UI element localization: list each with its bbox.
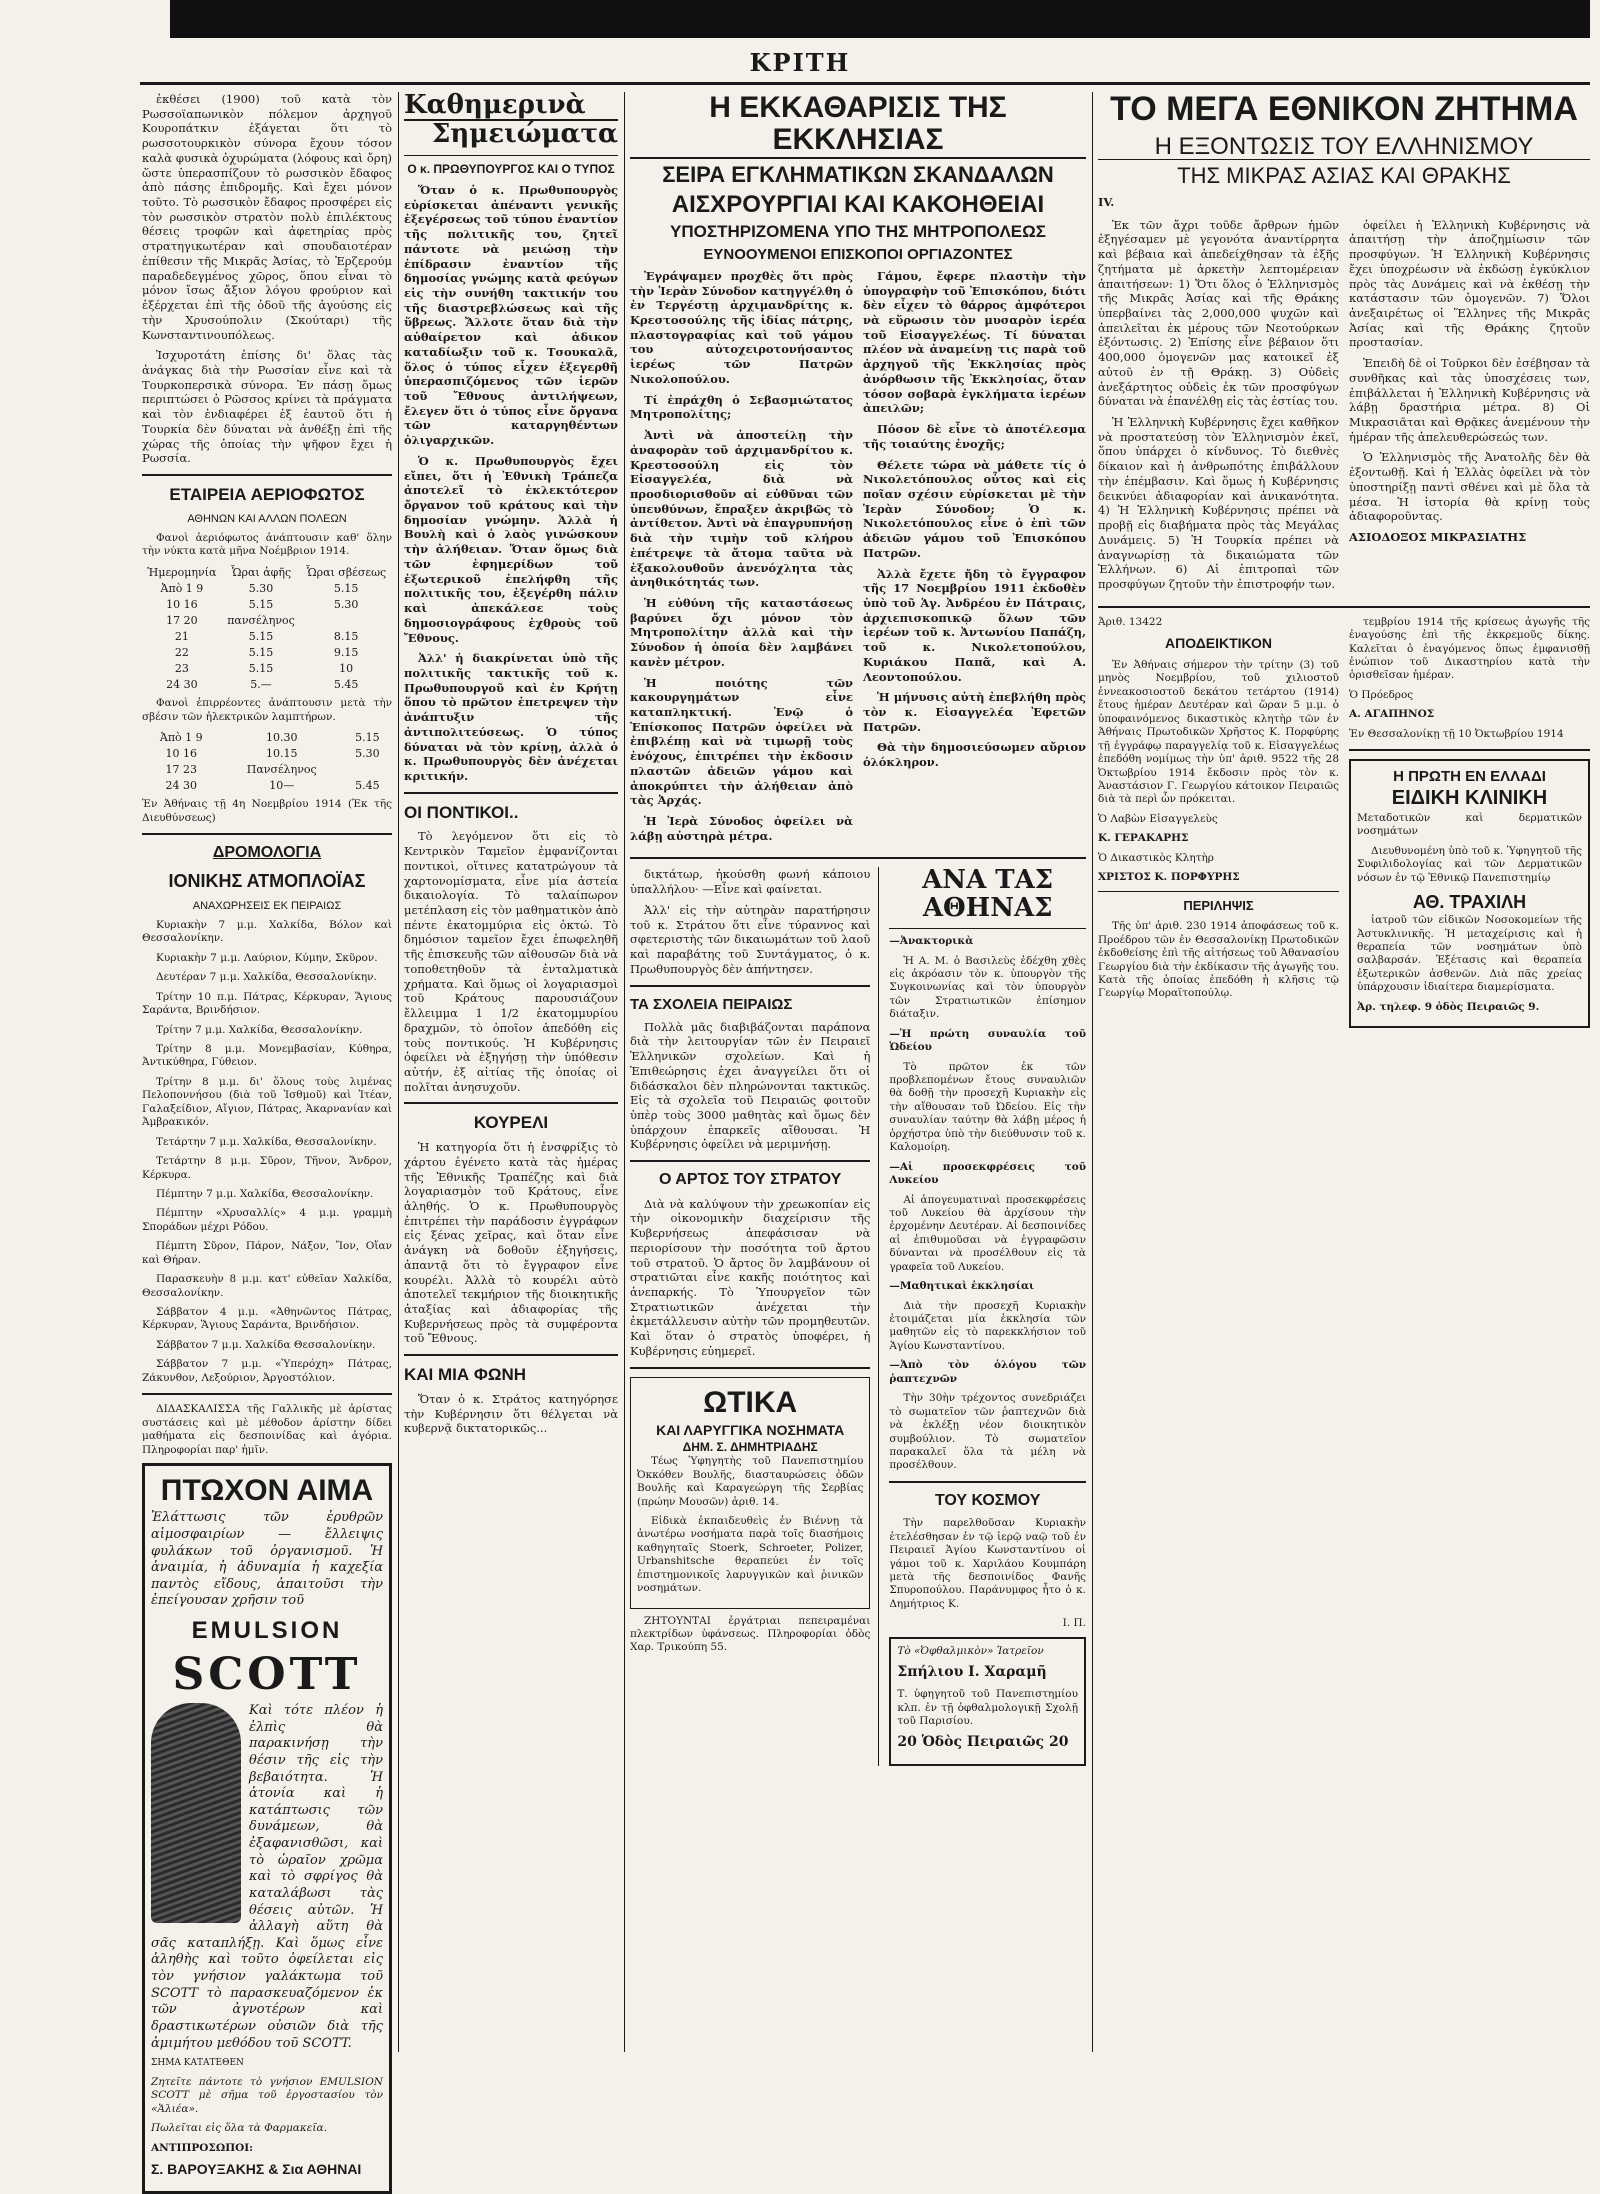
route-item: Τρίτην 8 μ.μ. Μονεμβασίαν, Κύθηρα, Ἀντικύθηρα, Γύθειον. — [142, 1043, 392, 1069]
news-text: Τὸ πρῶτον ἐκ τῶν προβλεπομένων ἔτους συναυλιῶν θὰ δοθῇ τὴν προσεχῆ Κυριακὴν εἰς τὴν αἴθουσαν τοῦ Ὠδείου. Εἰς τὴν συναυλίαν ταύτην θὰ λάβῃ μέρος ἡ ὀρχήστρα ὑπὸ τὴν διεύθυνσιν τοῦ κ. Καλομοίρη. — [889, 1060, 1086, 1154]
article-text: Διὰ νὰ καλύψουν τὴν χρεωκοπίαν εἰς τὴν οἰκονομικὴν διαχείρισιν τῆς Κυβερνήσεως ἀπεφάσισαν νὰ περιορίσουν τὴν ποσότητα τοῦ ἄρτου τοῦ στρατοῦ. Ὁ ἄρτος ὃν λαμβάνουν οἱ στρατιῶται εἶνε κακῆς ποιότητος καὶ ἀνεπαρκής. Τὸ Ὑπουργεῖον τῶν Στρατιωτικῶν ἀνέχεται τὴν ἐκμετάλλευσιν αὐτὴν τῶν προμηθευτῶν. Καὶ ὅταν ὁ στρατὸς ὑποφέρει, ἡ Κυβέρνησις εὐημερεῖ. — [630, 1196, 871, 1358]
news-signature: Ι. Π. — [1062, 1617, 1086, 1630]
news-heading: —Ἡ πρώτη συναυλία τοῦ Ὠδείου — [889, 1027, 1086, 1054]
notice-text: Φανοὶ ἀεριόφωτος ἀνάπτουσιν καθ' ὅλην τὴν νύκτα κατὰ μῆνα Νοέμβριον 1914. — [142, 531, 392, 558]
ad-text: Τὸ «Ὀφθαλμικὸν» Ἰατρεῖον — [897, 1644, 1044, 1657]
notice-text: τεμβρίου 1914 τῆς κρίσεως ἀγωγῆς τῆς ἐναγούσης ἐπὶ τῆς ἐκκρεμοῦς δίκης. Καλεῖται ὁ ἐναγόμενος ὅπως ἐμφανισθῇ ἐνώπιον τοῦ Δικαστηρίου κατὰ τὴν ὁρισθεῖσαν ἡμέραν. — [1349, 615, 1590, 682]
route-item: Πέμπτη Σῦρον, Πάρον, Νάξον, Ἴον, Οἴαν καὶ Θήραν. — [142, 1240, 392, 1266]
ad-address: 20 Ὁδὸς Πειραιῶς 20 — [897, 1734, 1069, 1751]
ad-subtitle: Μεταδοτικῶν καὶ δερματικῶν νοσημάτων — [1357, 811, 1582, 838]
article-text: Ἡ κατηγορία ὅτι ἡ ἐνσφρίξις τὸ χάρτου ἐγένετο κατὰ τὰς ἡμέρας τῆς Ἐθνικῆς Τραπέζης καὶ διὰ λογαριασμὸν τοῦ Κράτους, εἶνε ἀληθής. Ὁ κ. Πρωθυπουργὸς ἐπιτρέπει τὴν παράδοσιν ἐγγράφων εἰς ξένας χεῖρας, καὶ ὅταν εἶνε ἀνάγκη νὰ δοθοῦν ἐξηγήσεις, ἀπαντᾷ ὅτι τὸ ἔγγραφον εἶνε κουρέλι. Ἀλλὰ τὸ κουρέλι αὐτὸ ἀποτελεῖ τεκμήριον τῆς διοικητικῆς ἀταξίας καὶ ἀδιαφορίας τῆς Κυβερνήσεως πρὸς τὰ συμφέροντα τοῦ Ἔθνους. — [404, 1140, 618, 1346]
doctor-name: ΔΗΜ. Σ. ΔΗΜΗΤΡΙΑΔΗΣ — [682, 1439, 818, 1454]
article-text: Θὰ τὴν δημοσιεύσωμεν αὔριον ὁλόκληρον. — [863, 740, 1086, 770]
headline-sub: ΥΠΟΣΤΗΡΙΖΟΜΕΝΑ ΥΠΟ ΤΗΣ ΜΗΤΡΟΠΟΛΕΩΣ — [670, 222, 1046, 242]
newspaper-masthead: ΚΡΙΤΗ — [749, 48, 851, 77]
article-heading: ΚΟΥΡΕΛΙ — [473, 1113, 549, 1133]
route-item: Σάββατον 4 μ.μ. «Ἀθηνῶντος Πάτρας, Κέρκυραν, Ἅγιους Σαράντα, Βρινδήσιον. — [142, 1306, 392, 1332]
table-row: 23 5.15 10 — [174, 662, 354, 676]
ad-subtitle: ΚΑΙ ΛΑΡΥΓΓΙΚΑ ΝΟΣΗΜΑΤΑ — [656, 1421, 845, 1438]
article-text: Πόσον δὲ εἶνε τὸ ἀποτέλεσμα τῆς τοιαύτης ἐνοχῆς; — [863, 422, 1086, 451]
news-text: Ἡ Α. Μ. ὁ Βασιλεὺς ἐδέχθη χθὲς εἰς ἀκρόασιν τὸν κ. ὑπουργὸν τῆς Συγκοινωνίας καὶ τὸν ὑπουργὸν τῶν Στρατιωτικῶν ἐπίσημον διάταξιν. — [889, 954, 1086, 1021]
headline: Η ΕΚΚΑΘΑΡΙΣΙΣ ΤΗΣ ΕΚΚΛΗΣΙΑΣ — [630, 92, 1086, 159]
ad-text: Ζητεῖτε πάντοτε τὸ γνήσιον EMULSION SCOTT μὲ σῆμα τοῦ ἐργοστασίου τὸν «Ἁλιέα». — [151, 2075, 383, 2115]
table-row: 10 16 5.15 5.30 — [166, 597, 359, 611]
section-subheading: ΑΝΑΧΩΡΗΣΕΙΣ ΕΚ ΠΕΙΡΑΙΩΣ — [192, 899, 342, 912]
article-text: Ἀντὶ νὰ ἀποστείλῃ τὴν ἀναφορὰν τοῦ ἀρχιμανδρίτου κ. Κρεστοσούλη εἰς τὸν Εἰσαγγελέα, διὰ νὰ προσδιορισθοῦν αἱ εὐθῦναι τῶν ὑπευθύνων, ἔπραξεν ἀκριβῶς τὸ ἀντίθετον. Ἀντὶ νὰ ἐπαγρυπνήσῃ διὰ τὴν τιμὴν τοῦ κλήρου ἐπέτρεψε τὰ ἄτομα ταῦτα νὰ ἐξακολουθοῦν ἀνενόχλητα τὰς ἀνηθικότητάς των. — [630, 428, 853, 590]
column-3 — [630, 92, 1086, 2052]
article-text: Τί ἐπράχθη ὁ Σεβασμιώτατος Μητροπολίτης; — [630, 392, 853, 422]
notice-title: ΠΕΡΙΛΗΨΙΣ — [1183, 897, 1254, 913]
route-item: Πέμπτην «Χρυσαλλίς» 4 μ.μ. γραμμὴ Σποράδων μέχρι Ρόδου. — [142, 1207, 392, 1233]
route-item: Τρίτην 8 μ.μ. δι' ὅλους τοὺς λιμένας Πελοποννήσου (διὰ τοῦ Ἰσθμοῦ) καὶ Ἰτέαν, Γαλαξείδιον, Αἴγιον, Πάτρας, Ἀκαρνανίαν καὶ Ἀμβρακικόν. — [142, 1075, 392, 1129]
table-row: Ἀπὸ 1 9 10.30 5.15 — [159, 731, 380, 745]
gas-timetable-2 — [142, 730, 392, 794]
notice-text: Φανοὶ ἐπιρρέοντες ἀνάπτουσιν μετὰ τὴν σβέσιν τῶν ἠλεκτρικῶν λαμπτήρων. — [142, 697, 392, 723]
notice-text: Τῆς ὑπ' ἀριθ. 230 1914 ἀποφάσεως τοῦ κ. Προέδρου τῶν ἐν Θεσσαλονίκῃ Πρωτοδικῶν ἐκδοθείσης ἐπὶ τῆς αἰτήσεως τοῦ Ἀθανασίου Γεωργίου διὰ τὴν ἐκδίκασιν τῆς ἀγωγῆς του. Κατὰ τῆς ὁποίας ἐπεδόθη ἡ κλῆσις τῷ Γεωργίῳ Μοραϊτοπούλῳ. — [1098, 920, 1339, 1000]
article-text: Ὁ Ἑλληνισμὸς τῆς Ἀνατολῆς δὲν θὰ ἐξοντωθῇ. Καὶ ἡ Ἑλλὰς ὀφείλει νὰ τὸν ὑποστηρίξῃ παντὶ σθένει καὶ μὲ ὅλα τὰ μέσα. Ἡ ἱστορία θὰ κρίνῃ τοὺς ἀδιαφοροῦντας. — [1349, 450, 1590, 524]
doctor-name: Σπήλιου Ι. Χαραμῆ — [897, 1664, 1047, 1681]
article-heading: Ο κ. ΠΡΩΘΥΠΟΥΡΓΟΣ ΚΑΙ Ο ΤΥΠΟΣ — [407, 161, 615, 176]
doctor-name: ΑΘ. ΤΡΑΧΙΛΗ — [1412, 892, 1527, 913]
notice-signature: ΧΡΙΣΤΟΣ Κ. ΠΟΡΦΥΡΗΣ — [1098, 871, 1240, 884]
route-item: Τετάρτην 8 μ.μ. Σῦρον, Τῆνον, Ἄνδρον, Κέρκυρα. — [142, 1155, 392, 1181]
column-5 — [1098, 92, 1590, 2052]
table-row: 21 5.15 8.15 — [174, 629, 359, 643]
ad-text: Πωλεῖται εἰς ὅλα τὰ Φαρμακεῖα. — [151, 2122, 327, 2135]
ad-text: Τέως Ὑφηγητὴς τοῦ Πανεπιστημίου Ὀκκόθεν Βουλῆς, διασταυρώσεις ὁδῶν Βουλῆς καὶ Καραγεώργη τῆς Σερβίας (πρώην Μουσῶν) ἀριθ. 14. — [637, 1455, 864, 1508]
eye-clinic-ad — [889, 1637, 1086, 1767]
column-separator — [624, 92, 625, 2052]
notice-signature: Α. ΑΓΑΠΗΝΟΣ — [1349, 708, 1435, 721]
section-heading: ΤΟΥ ΚΟΣΜΟΥ — [934, 1491, 1041, 1509]
gas-timetable — [142, 565, 392, 694]
section-heading: ΕΤΑΙΡΕΙΑ ΑΕΡΙΟΦΩΤΟΣ — [169, 484, 365, 504]
article-heading: ΟΙ ΠΟΝΤΙΚΟΙ.. — [404, 802, 519, 822]
news-heading: —Μαθητικαὶ ἐκκλησίαι — [889, 1280, 1035, 1293]
route-item: Τρίτην 10 π.μ. Πάτρας, Κέρκυραν, Ἅγιους Σαράντα, Βρινδήσιον. — [142, 990, 392, 1017]
masthead-rule — [140, 82, 1590, 85]
article-text: Ἀλλ' εἰς τὴν αὐτηρὰν παρατήρησιν τοῦ κ. Στράτου ὅτι εἶνε τύραννος καὶ σφετεριστὴς τῶν δικαιωμάτων τοῦ λαοῦ καὶ παραβάτης τοῦ Συντάγματος, ὁ κ. Πρωθυπουργὸς δὲν ἀπήντησεν. — [630, 902, 871, 976]
article-text: Ἐγράψαμεν προχθὲς ὅτι πρὸς τὴν Ἱερὰν Σύνοδον κατηγγέλθη ὁ ἐν Τεργέστῃ ἀρχιμανδρίτης κ. Κρεστοσούλης τῆς ἰδίας πάτρης, πλαστογραφίας καὶ τοῦ γάμου του αὐτοχειροτονήσαντος ἱερέως τῶν Πατρῶν Νικολοπούλου. — [630, 268, 853, 386]
ad-company: Σ. ΒΑΡΟΥΞΑΚΗΣ & Σια ΑΘΗΝΑΙ — [151, 2160, 362, 2177]
notice-signature: Ὁ Δικαστικὸς Κλητὴρ — [1098, 851, 1214, 864]
news-heading: —Αἱ προσεκφρέσεις τοῦ Λυκείου — [889, 1160, 1086, 1187]
classified-ad: ΔΙΔΑΣΚΑΛΙΣΣΑ τῆς Γαλλικῆς μὲ ἀρίστας συστάσεις καὶ μὲ μέθοδον ἀρίστην δίδει μαθήματα εἰς δεσποινίδας καὶ ἀγόρια. Πληροφορίαι παρ' ἡμῖν. — [142, 1403, 392, 1456]
ad-title: ΕΙΔΙΚΗ ΚΛΙΝΙΚΗ — [1391, 787, 1548, 810]
ad-title: Η ΠΡΩΤΗ ΕΝ ΕΛΛΑΔΙ — [1393, 768, 1546, 786]
route-item: Δευτέραν 7 μ.μ. Χαλκίδα, Θεσσαλονίκην. — [156, 971, 377, 984]
route-item: Τετάρτην 7 μ.μ. Χαλκίδα, Θεσσαλονίκην. — [156, 1135, 377, 1148]
article-text: Ὅταν ὁ κ. Πρωθυπουργὸς εὑρίσκεται ἀπέναντι γενικῆς ἐξεγέρσεως τοῦ τύπου ἐναντίον τῆς πολιτικῆς του, ζητεῖ πάντοτε νὰ μειώσῃ τὴν ἐπίδρασιν ἐναντίον τῆς δημοσίας γνώμης κατὰ φεύγων εἰς τὴν συνήθη τακτικήν του τῆς διαστρεβλώσεως καὶ τῆς ὕβρεως. Ἄλλοτε ὅταν διὰ τὴν αὐθαίρετον καὶ ἀδικον καταδίωξιν τοῦ κ. Τσουκαλᾶ, ὅλος ὁ τύπος εἶχεν ἐξεγερθῆ ὑπερασπιζόμενος τῶν ἱερῶν τοῦ Ἔθνους ἀντιλήψεων, ἔλεγεν ὅτι ὁ τύπος εἶνε ὄργανα τῶν καταργηθέντων ὀλιγαρχικῶν. — [404, 182, 618, 448]
ad-text: ΑΝΤΙΠΡΟΣΩΠΟΙ: — [151, 2141, 254, 2154]
article-text: Γάμου, ἔφερε πλαστὴν τὴν ὑπογραφὴν τοῦ Ἐπισκόπου, διότι δὲν εἶχεν τὸ θάρρος ἀμφότεροι νὰ εὕρωσιν τὸν μυσαρὸν ἱερέα τοῦ Εἰσαγγελέως. Τί δύναται πλέον νὰ ἀναμείνῃ τις παρὰ τοῦ ἀρχηγοῦ τῆς Ἐκκλησίας πρὸς ἀνόρθωσιν τῆς Ἐκκλησίας, ὅταν τόσον σοβαρὰ ἐγκλήματα ἱερέων ἀπειλῶν; — [863, 268, 1086, 416]
table-row: 17 23 Πανσέληνος — [165, 763, 317, 777]
column-separator — [398, 92, 399, 2052]
notice-signature: Ὁ Πρόεδρος — [1349, 688, 1414, 701]
notice-text: Ἐν Ἀθήναις σήμερον τὴν τρίτην (3) τοῦ μηνὸς Νοεμβρίου, τοῦ χιλιοστοῦ ἐννεακοσιοστοῦ δεκάτου τετάρτου (1914) ἔτους ἡμέραν Δευτέραν καὶ ὥραν 5 μ.μ. ὁ ὑποφαινόμενος δικαστικὸς κλητὴρ τῶν ἐν Ἀθήναις Πρωτοδικῶν Χρῆστος Κ. Πορφύρης τῇ ἐγγράφῳ παραγγελίᾳ τοῦ κ. Εἰσαγγελέως ἐπεδόθη νομίμως τὴν ὑπ' ἀριθ. 9522 τῆς 28 Ὀκτωβρίου 1914 ἔκδοσιν πρὸς τὸν κ. Ἀναστάσιον Γ. Γεωργίου κάτοικον Πειραιῶς διὰ τὰ περὶ ὧν πρόκειται. — [1098, 659, 1339, 806]
notice-number: Ἀριθ. 13422 — [1098, 615, 1163, 628]
classified-ad: ΖΗΤΟΥΝΤΑΙ ἐργάτριαι πεπειραμέναι πλεκτρίδων ὑφάνσεως. Πληροφορίαι ὁδὸς Χαρ. Τρικούπη 55. — [630, 1614, 871, 1654]
top-black-bar — [170, 0, 1590, 38]
article-text: Ἰσχυροτάτη ἐπίσης δι' ὅλας τὰς ἀνάγκας διὰ τὴν Ρωσσίαν εἶνε καὶ τὰ Τουρκοπερσικὰ σύνορα. Ἐν πάσῃ ὅμως περιπτώσει ὁ Ρῶσσος κρίνει τὰ πράγματα καὶ τὸν ἐνδιαφέρει ἐξ ἑαυτοῦ ὅτι ἡ Τουρκία δὲν δύναται νὰ ἀνθέξῃ ἐπὶ τῆς χώρας τῆς ὁποίας τὴν ψῆφον ἔχει ἡ Ρωσσία. — [142, 348, 392, 466]
article-text: Ἡ ποιότης τῶν κακουργημάτων εἶνε καταπληκτική. Ἐνῷ ὁ Ἐπίσκοπος Πατρῶν ὀφείλει νὰ ἐπιβλέπῃ καὶ νὰ τιμωρῇ τοὺς ἐνόχους, ἐπιτρέπει τὴν ἐκδοσιν πλαστῶν ἀδειῶν γάμου καὶ ἀποκρύπτει τὴν ἀλήθειαν ἀπὸ τὰς Ἀρχάς. — [630, 675, 853, 808]
notice-signature: Κ. ΓΕΡΑΚΑΡΗΣ — [1098, 832, 1189, 845]
article-text: Ἀλλὰ ἔχετε ἤδη τὸ ἔγγραφον τῆς 17 Νοεμβρίου 1911 ἐκδοθὲν ὑπὸ τοῦ Ἁγ. Ἀνδρέου ἐν Πάτραις, ἀρχιεπισκοπικῷ ὅλων τῶν ἱερέων τοῦ κ. Ἀντωνίου Παπάζη, τοῦ κ. Νικολετοπούλου, Κυριάκου Παπᾶ, καὶ Α. Λεοντοπούλου. — [863, 566, 1086, 684]
article-text: δικτάτωρ, ἠκούσθη φωνή κάποιου ὑπαλλήλου· —Εἶνε καὶ φαίνεται. — [630, 867, 871, 897]
news-text: Τὴν παρελθοῦσαν Κυριακὴν ἐτελέσθησαν ἐν τῷ ἱερῷ ναῷ τοῦ ἐν Πειραιεῖ Ἁγίου Κωνσταντίνου οἱ γάμοι τοῦ κ. Χαριλάου Κουμπάρη μετὰ τῆς δεσποινίδος Φανῆς Σπυροπούλου. Παράνυμφος ἦτο ὁ κ. Δημήτριος Κ. — [889, 1517, 1086, 1610]
article-text: Τὸ λεγόμενον ὅτι εἰς τὸ Κεντρικὸν Ταμεῖον ἐμφανίζονται ποντικοὶ, οἵτινες κατατρώγουν τὰ χαρτονομίσματα, εἶνε μία ἀστεία δικαιολογία. Τὸ ταλαίπωρον μετέπλαση εἰς τὸν μαθηματικὸν ἀπὸ πέντε ἑκατομμύρια εἰς ὀκτώ. Τὸ δημόσιον ταμεῖον ἔχει ἐπωφεληθῆ τῆς ἐπισκευῆς τῶν αἰθουσῶν διὰ νὰ τοποθετηθοῦν τὰ ἐνταλματικὰ χρήματα. Καὶ ὅμως οἱ λογαριασμοὶ τοῦ Κράτους παρουσιάζουν ἔλλειμμα 1 1/2 ἑκατομμυρίου δραχμῶν, τὸ ὁποῖον ἀπεδόθη εἰς τοὺς ποντικούς. Ἡ Κυβέρνησις ὀφείλει νὰ ἐξηγήσῃ τὴν ὑπόθεσιν αὐτήν, ἐξ αἰτίας τῆς ὁποίας οἱ πολῖται ἀνησυχοῦν. — [404, 829, 618, 1094]
headline-sub: ΕΥΝΟΟΥΜΕΝΟΙ ΕΠΙΣΚΟΠΟΙ ΟΡΓΙΑΖΟΝΤΕΣ — [703, 246, 1013, 264]
route-item: Κυριακὴν 7 μ.μ. Χαλκίδα, Βόλον καὶ Θεσσαλονίκην. — [142, 918, 392, 945]
news-text: Διὰ τὴν προσεχῆ Κυριακὴν ἐτοιμάζεται μία ἐκκλησία τῶν μαθητῶν εἰς τὸ παρεκκλήσιον τοῦ Ἁγίου Κωνσταντίνου. — [889, 1299, 1086, 1352]
article-text: Θέλετε τώρα νὰ μάθετε τίς ὁ Νικολετόπουλος οὗτος καὶ εἰς ποῖαν σχέσιν εὑρίσκεται μὲ τὴν Ἱερὰν Σύνοδον; Ὁ κ. Νικολετόπουλος εἶνε ὁ ἐπὶ τῶν ἀδειῶν γάμου τοῦ Ἐπισκόπου Πατρῶν. — [863, 457, 1086, 560]
table-row: Ἀπὸ 1 9 5.30 5.15 — [160, 581, 359, 595]
article-text: ἐκθέσει (1900) τοῦ κατὰ τὸν Ρωσσοϊαπωνικὸν πόλεμον ἀρχηγοῦ Κουροπάτκιν ἐξάγεται ὅτι τὸ ρωσσοτουρκικὸν σύνορα ἔχουν τόσον καλὰ φυσικὰ ὀχυρώματα (λόφους καὶ ὄρη) ὥστε ὑπερασπίζουν τὸ ρωσσικὸν ἔδαφος ἀπὸ πάσης ἐπιδρομῆς. Καὶ ἔχει μόνον τοῦτο. Τὸ ρωσσικὸν ἔδαφος προσφέρει εἰς τὸν ρωσσικὸν στρατὸν πολὺ ἐπιλέκτους θέσεις τροφῶν καὶ ἀφετηρίας πρὸς στρατηγικωτέραν καὶ σπουδαιοτέραν ἐπίθεσιν τῆς Μικρᾶς Ἀσίας, τὸ Ἐρζερούμ παραδεδεγμένος χῶρος, ὅπου εἶναι τὸ μόνον ἴσως ἄξιον λόγου φρούριον καὶ ἐξέρχεται ἐπὶ τῆς ὁδοῦ τῆς ἀγούσης εἰς τὴν Χρυσούπολιν (Σκούταρι) τῆς Κωνσταντινουπόλεως. — [142, 92, 392, 342]
route-item: Τρίτην 7 μ.μ. Χαλκίδα, Θεσσαλονίκην. — [156, 1023, 363, 1036]
column-2 — [404, 92, 618, 2052]
article-text: Πολλὰ μᾶς διαβιβάζονται παράπονα διὰ τὴν λειτουργίαν τῶν ἐν Πειραιεῖ Ἑλληνικῶν σχολείων. Καὶ ἡ Ἐπιθεώρησις ἐχει ἀναγγείλει ὅτι οἱ διδάσκαλοι δὲν πληρώνονται τακτικῶς. Εἰς τὰ σχολεῖα τοῦ Πειραιῶς φοιτοῦν ὑπὲρ τοὺς 3000 μαθητὰς καὶ ὅμως δὲν ὑπάρχουν ἐπαρκεῖς αἴθουσαι. Ἡ Κυβέρνησις ὀφείλει νὰ μεριμνήσῃ. — [630, 1019, 871, 1152]
news-text: Αἱ ἀπογευματιναὶ προσεκφρέσεις τοῦ Λυκείου θὰ ἀρχίσουν τὴν ἐρχομένην Δευτέραν. Αἱ δεσποινίδες αἱ ἐπιθυμοῦσαι νὰ ἐγγραφῶσιν δύνανται νὰ προσέλθουν εἰς τὰ γραφεῖα τοῦ Λυκείου. — [889, 1193, 1086, 1273]
column-title: Σημειώματα — [432, 119, 618, 150]
table-header: Ὧραι σβέσεως — [305, 565, 387, 579]
headline: ΤΟ ΜΕΓΑ ΕΘΝΙΚΟΝ ΖΗΤΗΜΑ — [1110, 90, 1578, 128]
article-text: Ἡ μήνυσις αὐτὴ ἐπεβλήθη πρὸς τὸν κ. Εἰσαγγελέα Ἐφετῶν Πατρῶν. — [863, 690, 1086, 734]
route-item: Παρασκευὴν 8 μ.μ. κατ' εὐθεῖαν Χαλκίδα, Θεσσαλονίκην. — [142, 1273, 392, 1299]
ent-doctor-ad — [630, 1377, 870, 1609]
article-text: Ἡ Ἑλληνικὴ Κυβέρνησις ἔχει καθῆκον νὰ προστατεύσῃ τὸν Ἑλληνισμὸν ἐκεῖ, ὅπου ὑπάρχει ὁ κίνδυνος. Τὸ διεθνὲς δίκαιον καὶ ἡ ἀνθρωπότης ἐπιβάλλουν τὴν ἐπέμβασιν. Καὶ ὅμως ἡ Κυβέρνησις δεικνύει ἀδιαφορίαν καὶ ἀνικανότητα. 4) Ἡ Ἑλληνικὴ Κυβέρνησις πρέπει νὰ προβῇ εἰς διαβήματα πρὸς τὰς Μεγάλας Δυνάμεις. 5) Ἡ Τουρκία πρέπει νὰ ἀναγνωρίσῃ τὰ δικαιώματα τῶν Ἑλλήνων. 6) Αἱ ἐπιτροπαὶ τῶν προσφύγων ζητοῦν τὴν ἐπιστροφήν των. — [1098, 415, 1339, 591]
article-text: ὀφείλει ἡ Ἑλληνικὴ Κυβέρνησις νὰ ἀπαιτήσῃ τὴν ἀποζημίωσιν τῶν προσφύγων. Ἡ Ἑλληνικὴ Κυβέρνησις ἔχει ὑποχρέωσιν νὰ ἐκδώσῃ ἐγκύκλιον πρὸς τὰς Δυνάμεις καὶ νὰ ἐκθέσῃ τὴν κατάστασιν τῶν ὁμογενῶν. 7) Ὅλοι ἀνεξαιρέτως οἱ Ἕλληνες τῆς Μικρᾶς Ἀσίας καὶ τῆς Θράκης ζητοῦν προστασίαν. — [1349, 217, 1590, 350]
route-item: Κυριακὴν 7 μ.μ. Λαύριον, Κύμην, Σκῦρον. — [156, 951, 378, 964]
section-heading: ΔΡΟΜΟΛΟΓΙΑ — [212, 844, 322, 862]
notice-title: ΑΠΟΔΕΙΚΤΙΚΟΝ — [1164, 635, 1273, 652]
table-header: Ὧραι ἀφῆς — [230, 565, 292, 579]
headline-sub: ΣΕΙΡΑ ΕΓΚΛΗΜΑΤΙΚΩΝ ΣΚΑΝΔΑΛΩΝ — [662, 162, 1054, 187]
article-text: Ὅταν ὁ κ. Στράτος κατηγόρησε τὴν Κυβέρνησιν ὅτι θέλγεται νὰ κυβερνᾷ δικτατορικῶς... — [404, 1391, 618, 1436]
article-text: Ἐκ τῶν ἄχρι τοῦδε ἄρθρων ἡμῶν ἐξηγέσαμεν μὲ γεγονότα ἀναντίρρητα καὶ βέβαια καὶ ἀπεδείχθησαν τὰ ἑξῆς ζητήματα μὲ ἀρκετὴν λεπτομέρειαν ἀπαιτήσεων: 1) Ὅτι ὅλος ὁ Ἑλληνισμὸς τῆς Μικρᾶς Ἀσίας καὶ τῆς Θράκης ὑπερβαίνει τὰς 2,000,000 ψυχῶν καὶ ἀπειλεῖται ἐκ μέρους τῶν Νεοτούρκων ἐξόντωσις. 2) Ἐπίσης εἶνε βέβαιον ὅτι 400,000 ὁμογενῶν μας κατοικεῖ ἐξ αὐτοῦ ἐν τῇ Θράκῃ. 3) Οὐδεὶς ἀνεξάρτητος οὐδεὶς ἐκ τῶν προσφύγων δύναται νὰ ἐπανέλθῃ εἰς τὰς ἑστίας του. — [1098, 217, 1339, 409]
article-part: IV. — [1098, 194, 1115, 209]
ad-text: Διευθυνομένη ὑπὸ τοῦ κ. Ὑφηγητοῦ τῆς Συφιλιδολογίας καὶ τῶν Δερματικῶν νόσων ἐν τῷ Ἐθνικῷ Πανεπιστημίῳ — [1357, 844, 1582, 884]
notice-signature: Ἐν Ἀθήναις τῇ 4η Νοεμβρίου 1914 (Ἐκ τῆς Διευθύνσεως) — [142, 798, 392, 824]
headline-sub: ΑΙΣΧΡΟΥΡΓΙΑΙ ΚΑΙ ΚΑΚΟΗΘΕΙΑΙ — [671, 191, 1045, 219]
clinic-ad — [1349, 759, 1590, 1028]
notice-signature: Ὁ Λαβὼν Εἰσαγγελεὺς — [1098, 812, 1218, 825]
article-text: Ἡ εὐθύνη τῆς καταστάσεως βαρύνει ὄχι μόνον τὸν Μητροπολίτην ἀλλὰ καὶ τὴν Σύνοδον ἡ ὁποία δὲν λαμβάνει κανὲν μέτρον. — [630, 595, 853, 669]
article-text: Ἐπειδὴ δὲ οἱ Τοῦρκοι δὲν ἐσέβησαν τὰ συνθῆκας καὶ τὰς ὑποσχέσεις των, ἐπιβάλλεται ἡ Ἑλληνικὴ Κυβέρνησις νὰ λάβῃ δραστήρια μέτρα. 8) Οἱ Μικρασιᾶται καὶ Θρᾷκες ἀνεμένουν τὴν ἡμέραν τῆς ἀπελευθερώσεώς των. — [1349, 356, 1590, 444]
ad-title: ΩΤΙΚΑ — [703, 1385, 798, 1419]
ad-address: Ἀρ. τηλεφ. 9 ὁδὸς Πειραιῶς 9. — [1357, 1000, 1540, 1013]
table-row: 10 16 10.15 5.30 — [165, 747, 380, 761]
news-heading: —Ἀνακτορικὰ — [889, 935, 974, 948]
article-heading: ΤΑ ΣΧΟΛΕΙΑ ΠΕΙΡΑΙΩΣ — [630, 995, 793, 1013]
article-heading: Ο ΑΡΤΟΣ ΤΟΥ ΣΤΡΑΤΟΥ — [659, 1171, 842, 1189]
ad-brand: EMULSION — [191, 1617, 343, 1645]
article-signature: ΑΣΙΟΔΟΞΟΣ ΜΙΚΡΑΣΙΑΤΗΣ — [1349, 530, 1527, 545]
ad-title: ΠΤΩΧΟΝ ΑΙΜΑ — [160, 1473, 374, 1507]
column-1 — [142, 92, 392, 2177]
column-separator — [1092, 92, 1093, 2052]
headline-sub: Η ΕΞΟΝΤΩΣΙΣ ΤΟΥ ΕΛΛΗΝΙΣΜΟΥ — [1098, 134, 1590, 160]
fisherman-illustration — [151, 1703, 241, 1923]
ad-caption: ΣΗΜΑ ΚΑΤΑΤΕΘΕΝ — [151, 2058, 244, 2069]
route-item: Σάββατον 7 μ.μ. Χαλκίδα Θεσσαλονίκην. — [156, 1338, 376, 1351]
section-title: ΑΝΑ ΤΑΣ ΑΘΗΝΑΣ — [922, 865, 1054, 923]
article-text: Ὁ κ. Πρωθυπουργὸς ἔχει εἴπει, ὅτι ἡ Ἐθνικὴ Τράπεζα ἀποτελεῖ τὸ ἐκλεκτότερον ὄργανον τοῦ κράτους καὶ τὴν δημοσίαν γνώμην. Ἀλλὰ ἡ Βουλὴ καὶ ὁ λαὸς γινώσκουν τὴν ἀλήθειαν. Ὅταν ὅμως διὰ τῶν ἐφημερίδων τοῦ ἐξωτερικοῦ ἐπελήφθη τῆς πολιτικῆς του, ἐξεγέρθη πάλιν καὶ ἀπεκάλεσε τοὺς δημοσιογράφους ἐχθροὺς τοῦ Ἔθνους. — [404, 453, 618, 645]
headline-sub: ΤΗΣ ΜΙΚΡΑΣ ΑΣΙΑΣ ΚΑΙ ΘΡΑΚΗΣ — [1177, 162, 1511, 188]
table-header: Ἡμερομηνία — [147, 565, 217, 579]
ad-text: Ἐλάττωσις τῶν ἐρυθρῶν αἱμοσφαιρίων — ἔλλειψις φυλάκων τοῦ ὀργανισμοῦ. Ἡ ἀναιμία, ἡ ἀδυναμία ἡ καχεξία παντὸς εἴδους, ἀπαιτοῦσι τὴν ἐπείγουσαν χρῆσιν τοῦ — [151, 1510, 383, 1609]
news-text: Τὴν 30ὴν τρέχοντος συνεδριάζει τὸ σωματεῖον τῶν ῥαπτεχνῶν διὰ νὰ ἐκλέξῃ νέον διοικητικὸν συμβούλιον. Τὸ σωματεῖον παρακαλεῖ ὅλα τὰ μέλη νὰ προσέλθουν. — [889, 1392, 1086, 1472]
table-row: 22 5.15 9.15 — [174, 646, 359, 660]
article-text: Ἡ Ἱερὰ Σύνοδος ὀφείλει νὰ λάβῃ αὐστηρὰ μέτρα. — [630, 814, 853, 843]
ad-text: Εἰδικὰ ἐκπαιδευθεὶς ἐν Βιέννῃ τὰ ἀνωτέρω νοσήματα παρὰ τοῖς διασήμοις καθηγηταῖς Stoerk, Schroeter, Polizer, Urbanshitsche θεραπεύει ἐν τοῖς ἐπιστημονικοῖς λαρυγγικῶν καὶ ῥινικῶν νοσημάτων. — [637, 1514, 864, 1595]
table-row: 24 30 10— 5.45 — [165, 779, 380, 793]
route-item: Πέμπτην 7 μ.μ. Χαλκίδα, Θεσσαλονίκην. — [156, 1187, 374, 1200]
ad-text: ἰατροῦ τῶν εἰδικῶν Νοσοκομείων τῆς Ἀστυκλινικῆς. Ἡ μεταχείρισις καὶ ἡ θεραπεία τῶν νοσημάτων ὑπὸ σαλβαρσάν. Ἐξέτασις καὶ θεραπεία ἐξωτερικῶν ἀσθενῶν. Διὰ πᾶς χρείας ὑπάρχουσιν ἰδιαίτερα διαμερίσματα. — [1357, 914, 1582, 994]
section-subheading: ΑΘΗΝΩΝ ΚΑΙ ΑΛΛΩΝ ΠΟΛΕΩΝ — [187, 512, 347, 525]
table-row: 24 30 5.— 5.45 — [166, 678, 359, 692]
emulsion-scott-ad — [142, 1463, 392, 2194]
route-item: Σάββατον 7 μ.μ. «Ὑπερόχη» Πάτρας, Ζάκυνθον, Λεξούριον, Ἀργοστόλιον. — [142, 1358, 392, 1384]
ad-brand: SCOTT — [172, 1648, 362, 1700]
table-row: 17 20 πανσέληνος — [166, 613, 295, 627]
article-text: Ἀλλ' ἡ διακρίνεται ὑπὸ τῆς πολιτικῆς τακτικῆς τοῦ κ. Πρωθυπουργοῦ καὶ ἐν Κρήτῃ ὅπου τὸ πρῶτον ἐπετρεψεν τὴν ἀνάπτυξιν τῆς ἀντιπολιτεύσεως. Ὁ τύπος δύναται νὰ τὸν κρίνῃ, ἀλλὰ ὁ κ. Πρωθυπουργὸς δὲν ἀνέχεται κριτικήν. — [404, 651, 618, 783]
article-heading: ΚΑΙ ΜΙΑ ΦΩΝΗ — [404, 1365, 527, 1385]
news-heading: —Ἀπὸ τὸν ὁλόγου τῶν ῥαπτεχνῶν — [889, 1359, 1086, 1385]
notice-place: Ἐν Θεσσαλονίκῃ τῇ 10 Ὀκτωβρίου 1914 — [1349, 727, 1564, 740]
section-subheading: ΙΟΝΙΚΗΣ ΑΤΜΟΠΛΟΪΑΣ — [168, 870, 366, 891]
ad-text: Τ. ὑφηγητοῦ τοῦ Πανεπιστημίου κλπ. ἐν τῇ ὀφθαλμολογικῇ Σχολῇ τοῦ Παρισίου. — [897, 1688, 1078, 1727]
column-title: Καθημερινὰ — [404, 92, 618, 121]
ad-text: Καὶ τότε πλέον ἡ ἐλπὶς θὰ παρακινήσῃ τὴν θέσιν τῆς εἰς τὴν βεβαιότητα. Ἡ ἀτονία καὶ ἡ κατάπτωσις τῶν δυνάμεων, θὰ ἐξαφανισθῶσι, καὶ τὸ ὡραῖον χρῶμα καὶ τὸ σφρίγος θὰ καταλάβωσι τὰς θέσεις αὐτῶν. Ἡ ἀλλαγὴ αὕτη θὰ σᾶς καταπλήξῃ. Καὶ ὅμως εἶνε ἀληθὴς καὶ τοῦτο ὀφείλεται εἰς τὸν γνήσιον γαλάκτωμα τοῦ SCOTT τὸ παρασκευαζόμενον ἐκ τῶν ἀγνοτέρων καὶ δραστικωτέρων οὐσιῶν διὰ τῆς ἀμιμήτου μεθόδου τοῦ SCOTT. — [151, 1703, 383, 2051]
